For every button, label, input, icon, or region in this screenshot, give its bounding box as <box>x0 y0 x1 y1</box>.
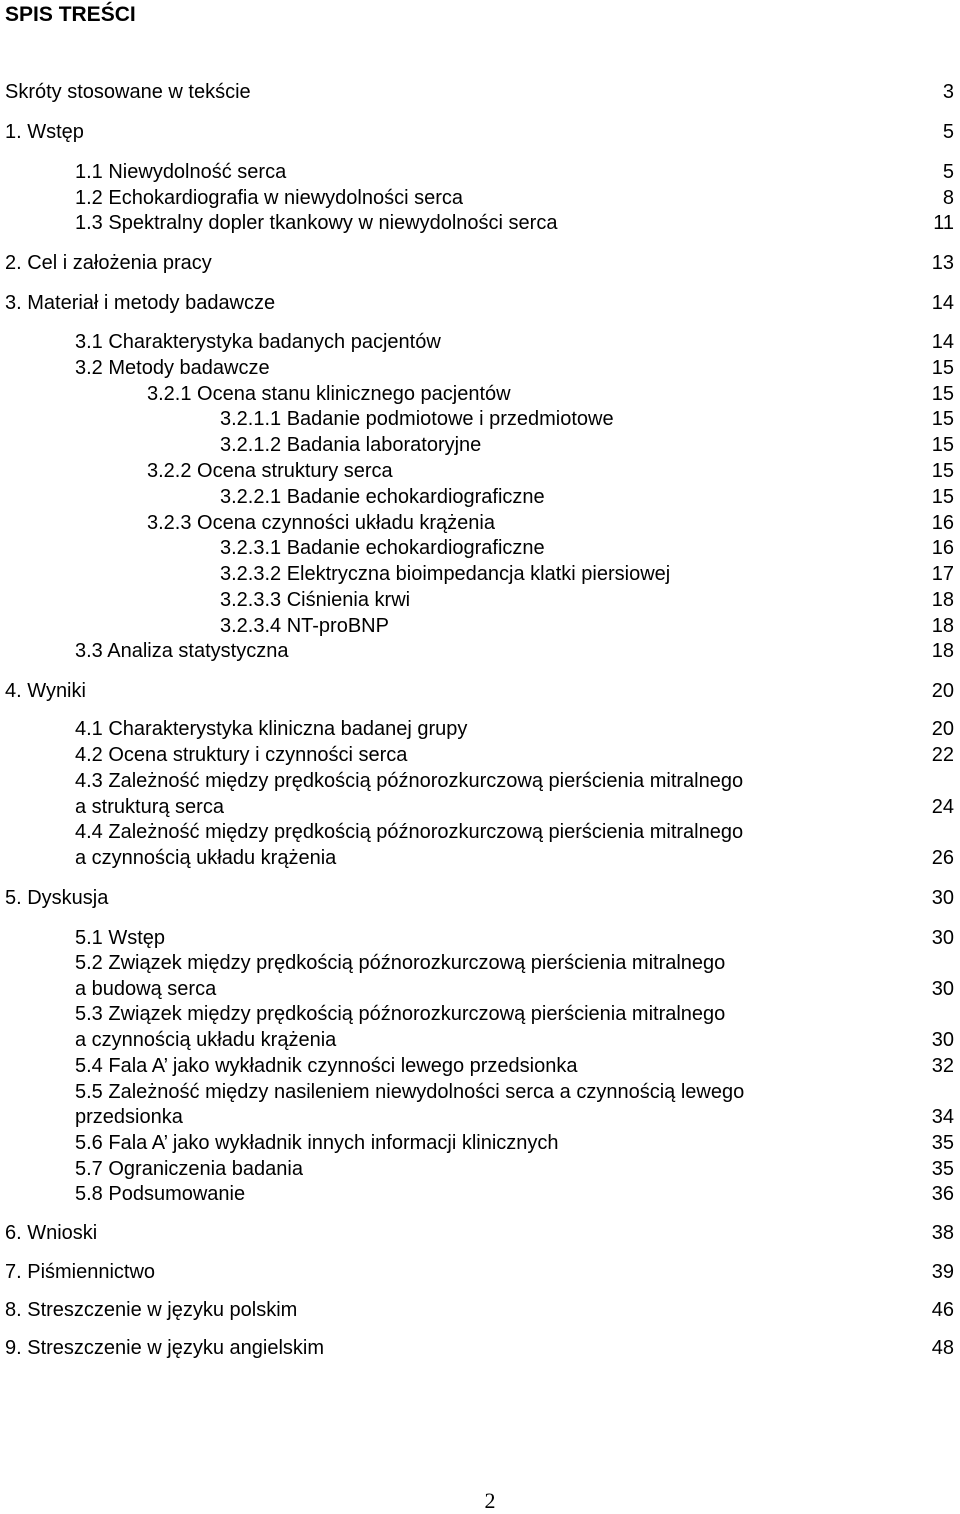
toc-entry-page: 26 <box>931 847 954 869</box>
toc-entry-page: 36 <box>931 1183 954 1205</box>
toc-entry-title: 1. Wstęp <box>5 121 84 143</box>
toc-entry-title: 3.2.3.2 Elektryczna bioimpedancja klatki piersiowej <box>220 563 671 585</box>
toc-entry-title: 4.2 Ocena struktury i czynności serca <box>75 744 408 766</box>
toc-entry-page: 20 <box>931 680 954 702</box>
toc-entry-title: 5.2 Związek między prędkością późnorozkurczową pierścienia mitralnego <box>75 952 726 974</box>
toc-entry-page: 34 <box>931 1106 954 1128</box>
toc-entry-title: 2. Cel i założenia pracy <box>5 252 212 274</box>
toc-entry-page: 13 <box>931 252 954 274</box>
toc-entry-title: Skróty stosowane w tekście <box>5 81 251 103</box>
toc-entry-title: 5.1 Wstęp <box>75 927 166 949</box>
toc-entry-page: 11 <box>933 212 954 234</box>
toc-entry-title: 5.4 Fala A’ jako wykładnik czynności lewego przedsionka <box>75 1055 578 1077</box>
toc-entry-title: przedsionka <box>75 1106 183 1128</box>
toc-entry-title: 4.1 Charakterystyka kliniczna badanej grupy <box>75 718 468 740</box>
toc-entry-page: 15 <box>931 383 954 405</box>
toc-entry-page: 15 <box>931 408 954 430</box>
toc-entry-page: 30 <box>931 927 954 949</box>
toc-entry-page: 48 <box>931 1337 954 1359</box>
toc-entry-page: 38 <box>931 1222 954 1244</box>
toc-entry-title: 3.2.3.1 Badanie echokardiograficzne <box>220 537 545 559</box>
toc-entry-title: 3.2.1.2 Badania laboratoryjne <box>220 434 482 456</box>
toc-entry-title: 5.7 Ograniczenia badania <box>75 1158 303 1180</box>
toc-entry-page: 14 <box>931 292 954 314</box>
toc-entry-title: 3.2.3.3 Ciśnienia krwi <box>220 589 411 611</box>
toc-entry-title: a strukturą serca <box>75 796 224 818</box>
toc-entry-title: 3.3 Analiza statystyczna <box>75 640 289 662</box>
toc-entry-title: 5.8 Podsumowanie <box>75 1183 246 1205</box>
toc-entry-title: 3.2.3.4 NT-proBNP <box>220 615 389 637</box>
toc-entry-title: 5.3 Związek między prędkością późnorozkurczową pierścienia mitralnego <box>75 1003 726 1025</box>
toc-entry-page: 35 <box>931 1132 954 1154</box>
toc-entry-title: 4.4 Zależność między prędkością późnorozkurczową pierścienia mitralnego <box>75 821 744 843</box>
toc-entry-title: 5. Dyskusja <box>5 887 109 909</box>
toc-entry-title: a czynnością układu krążenia <box>75 847 337 869</box>
page-number: 2 <box>484 1488 496 1513</box>
toc-entry-page: 46 <box>931 1299 954 1321</box>
toc-entry-title: 5.5 Zależność między nasileniem niewydolności serca a czynnością lewego <box>75 1081 745 1103</box>
toc-entry-title: 8. Streszczenie w języku polskim <box>5 1299 298 1321</box>
toc-entry-title: 6. Wnioski <box>5 1222 98 1244</box>
toc-entry-title: 3. Materiał i metody badawcze <box>5 292 276 314</box>
toc-entry-page: 35 <box>931 1158 954 1180</box>
toc-entry-title: 3.2.1.1 Badanie podmiotowe i przedmiotowe <box>220 408 614 430</box>
toc-entry-page: 18 <box>931 615 954 637</box>
toc-entry-title: a budową serca <box>75 978 217 1000</box>
toc-entry-page: 22 <box>931 744 954 766</box>
toc-entry-page: 18 <box>931 640 954 662</box>
toc-entry-page: 15 <box>931 434 954 456</box>
toc-entry-title: 1.2 Echokardiografia w niewydolności serca <box>75 187 463 209</box>
toc-entry-title: 3.1 Charakterystyka badanych pacjentów <box>75 331 441 353</box>
toc-title: SPIS TREŚCI <box>5 3 136 26</box>
toc-entry-title: 3.2.2 Ocena struktury serca <box>147 460 393 482</box>
toc-entry-page: 5 <box>942 121 954 143</box>
toc-entry-page: 30 <box>931 887 954 909</box>
toc-entry-title: 1.1 Niewydolność serca <box>75 161 287 183</box>
toc-entry-page: 30 <box>931 1029 954 1051</box>
toc-entry-title: 3.2 Metody badawcze <box>75 357 270 379</box>
toc-entry-title: 7. Piśmiennictwo <box>5 1261 156 1283</box>
toc-entry-title: 3.2.2.1 Badanie echokardiograficzne <box>220 486 545 508</box>
toc-entry-page: 17 <box>931 563 954 585</box>
toc-entry-title: a czynnością układu krążenia <box>75 1029 337 1051</box>
toc-entry-page: 32 <box>931 1055 954 1077</box>
toc-entry-title: 1.3 Spektralny dopler tkankowy w niewydolności serca <box>75 212 558 234</box>
toc-entry-page: 30 <box>931 978 954 1000</box>
toc-entry-page: 3 <box>942 81 954 103</box>
toc-entry-title: 4.3 Zależność między prędkością późnorozkurczową pierścienia mitralnego <box>75 770 744 792</box>
toc-entry-page: 5 <box>942 161 954 183</box>
toc-entry-page: 15 <box>931 460 954 482</box>
toc-entry-title: 3.2.1 Ocena stanu klinicznego pacjentów <box>147 383 511 405</box>
toc-entry-page: 16 <box>931 512 954 534</box>
toc-entry-page: 15 <box>931 357 954 379</box>
toc-entry-page: 14 <box>931 331 954 353</box>
toc-entry-page: 8 <box>942 187 954 209</box>
toc-entry-page: 24 <box>931 796 954 818</box>
toc-entry-page: 16 <box>931 537 954 559</box>
toc-entry-title: 9. Streszczenie w języku angielskim <box>5 1337 325 1359</box>
toc-entry-page: 15 <box>931 486 954 508</box>
toc-entry-page: 39 <box>931 1261 954 1283</box>
toc-entry-page: 18 <box>931 589 954 611</box>
toc-entry-page: 20 <box>931 718 954 740</box>
toc-entry-title: 5.6 Fala A’ jako wykładnik innych informacji klinicznych <box>75 1132 559 1154</box>
toc-entry-title: 4. Wyniki <box>5 680 86 702</box>
toc-entry-title: 3.2.3 Ocena czynności układu krążenia <box>147 512 495 534</box>
